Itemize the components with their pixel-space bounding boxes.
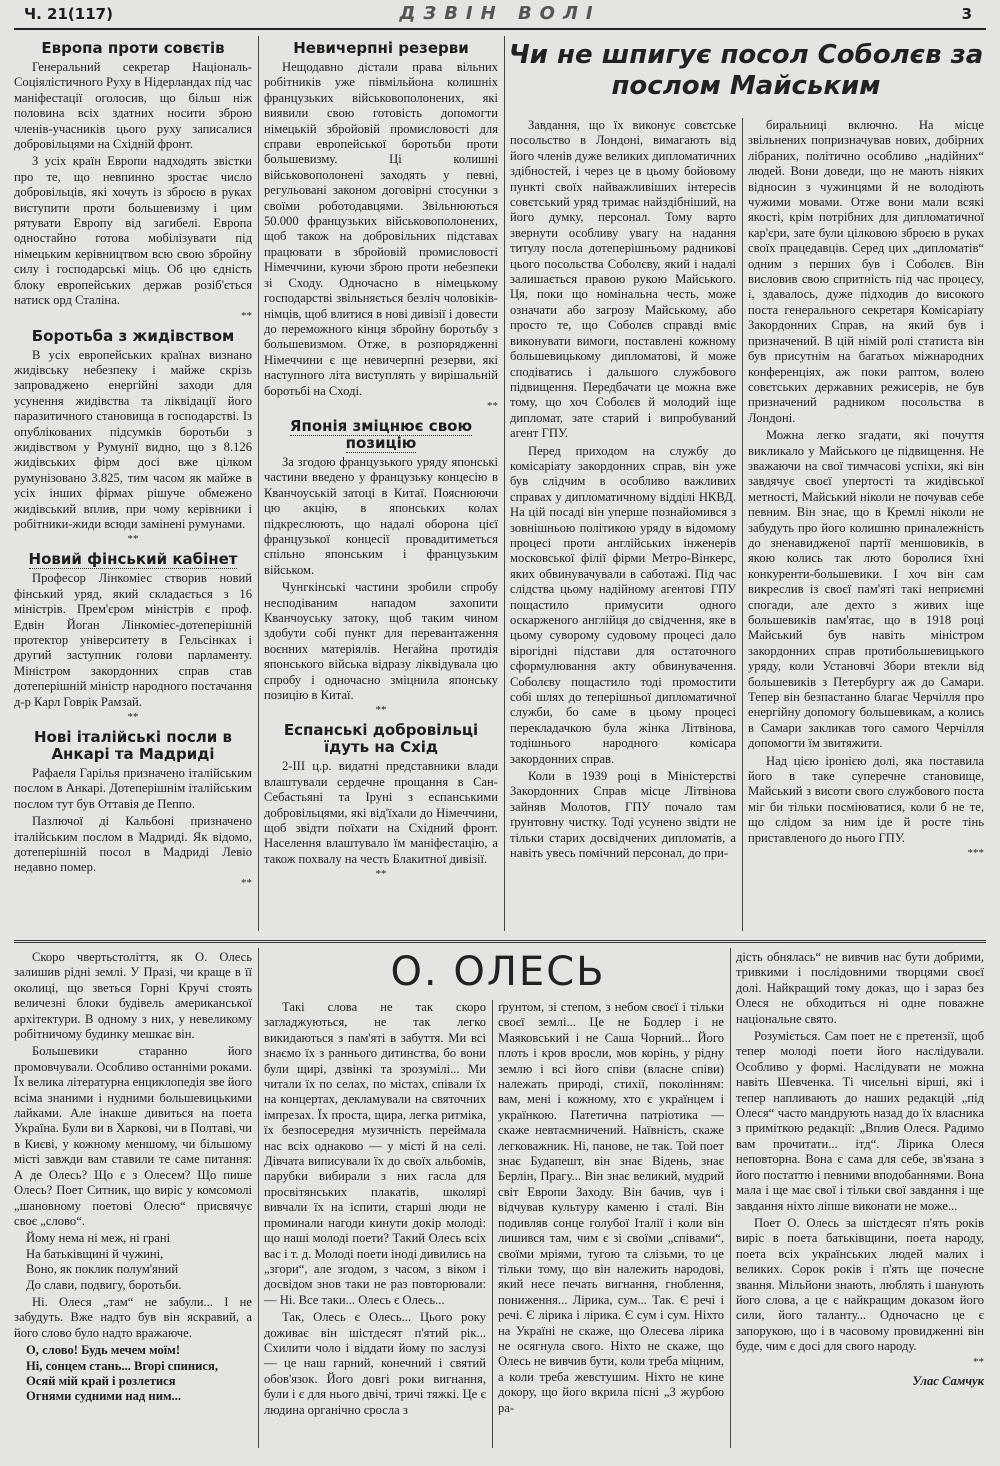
article-end-mark: *** xyxy=(967,847,984,860)
issue-number: Ч. 21(117) xyxy=(24,5,113,23)
column-divider xyxy=(492,1000,493,1448)
page-number: 3 xyxy=(961,5,972,23)
newspaper-title: ДЗВІН ВОЛІ xyxy=(399,3,601,24)
column-1 xyxy=(14,36,252,936)
article-end-mark: ** xyxy=(241,876,252,889)
oles-column-4 xyxy=(736,950,984,1446)
column-divider xyxy=(258,948,259,1448)
column-divider xyxy=(258,36,259,931)
article-paragraph: Над цією іронією долі, яка поставила його в таке суперечне становище, Майський з висоти свого службового поста міг би тільки посміюватися, коли б не те, що слідом за ним іде й росте тінь приставленого до нього ГПУ. xyxy=(748,753,984,845)
article-paragraph: Чунгкінські частини зробили спробу несподіваним нападом захопити Кванчоуську затоку, щоб таким чином здобути собі пункт для перевантаження воєнних матеріялів. Негайна протидія японського війська відразу ліквідувала цю спробу і одночасно зміцнила японську позицію в Китаї. xyxy=(264,580,498,703)
article-paragraph: З усіх країн Европи надходять звістки про те, що невпинно зростає число добровільців, які хочуть із зброєю в руках виступити проти большевизму і цим рятувати Европу від загибелі. Европа одностайно готова мобілізувати під німецьким керівництвом всю свою збройну силу і господарські міць. Об цю єдність блоку европейських держав розіб'ється натиск орд Сталіна. xyxy=(14,154,252,308)
article-paragraph: Перед приходом на службу до комісаріату закордонних справ, він уже був слідчим в особливо важливих справах у дипломатичному відділі НКВД. На цій посаді він уперше познайомився з зовнішньою політикою уряду в відомому процесі проти англійських інженерів московської філії фірми Метро-Вінкерс, яких обвинувачували в саботажі. Під час слідства цьому надійному агентові ГПУ пощастило примусити одного оскарженого англійця до свідчення, яке в цьому суворому судовому процесі дало вірогідні підстави для остаточного сформулювання акту обвинувачення. Соболєву пощастило тоді промостити собі шлях до теперішньої дипломатичної служби, бо саме в цьому процесі перекладачкою була жінка Літвінова, тодішнього народного комісара закордонних справ. xyxy=(510,443,736,766)
author-signature: Улас Самчук xyxy=(912,1373,984,1388)
headline-struggle: Боротьба з жидівством xyxy=(31,326,235,345)
poem-quote: О, слово! Будь мечем моїм! Ні, сонцем стань... Вгорі спинися, Осяй мій край і розлетися Огнями судними над ним... xyxy=(26,1343,218,1404)
article-paragraph: Поет О. Олесь за шістдесят п'ять років виріс в поета батьківщини, поета народу, поета всіх українських людей малих і великих. Сорок років і п'ять ще почесне звання. Мільйони знають, люблять і шанують його слова, а це є найкращим доказом його сили, його таланту... Одночасно це є запорукою, що і в часовому провидженні він буде, чим є досі для свого народу. xyxy=(736,1215,984,1354)
article-paragraph: Рафаеля Гарілья призначено італійським послом в Анкарі. Дотеперішнім італійським послом тут був Оттавія де Пеппо. xyxy=(14,766,252,811)
article-end-mark: ** xyxy=(127,533,139,546)
column-4 xyxy=(748,118,984,936)
article-end-mark: ** xyxy=(127,711,139,724)
article-paragraph: Так, Олесь є Олесь... Цього року доживає він шістдесят п'ятий рік... Схилити чоло і віддати йому по заслузі — це наш гарний, конечний і святий обов'язок. Його довгі роки вигнання, були і є для нього двічі, тричі тяжкі. Це є людина органічно сросла з xyxy=(264,1310,486,1417)
oles-column-1 xyxy=(14,950,252,1446)
oles-column-3 xyxy=(498,1000,724,1446)
poem-quote: Йому нема ні меж, ні грані На батьківщині й чужині, Воно, як поклик полум'яний До слави, подвигу, боротьби. xyxy=(26,1231,182,1292)
article-paragraph: Большевики старанно його промовчували. Особливо останніми роками. Їх велика літературна енциклопедія зве його всіма знаними і нудними большевицькими лайками. Але інакше дивиться на поета Україна. Були ви в Харкові, чи в Полтаві, чи в Києві, у кожному меншому, чи більшому місті завжди вам ставили те саме питання: А де Олесь? Що є з Олесем? Що пише Олесь? Поет Ситник, що виріс у комсомолі „шановному поетові Олесю“ присвячує своє „слово“. xyxy=(14,1044,252,1228)
article-paragraph: Такі слова не так скоро загладжуються, не так легко викидаються з пам'яті в забуття. Ми всі знаємо їх з раннього дитинства, бо вони були щирі, дзвінкі та зрозумілі... Ми читали їх по селах, по містах, співали їх на концертах, декламували на святочних імпрезах. Їх проста, щира, легка ритміка, їх безпосередня музичність переймала нас всіх однаково — у місті й на селі. Дівчата виписували їх до своїх альбомів, парубки вибирали з них гасла для просвітянських плакатів, школярі вивчали їх на іспити, старші люди не проминали нагоди кинути докір молоді: що наші молоді поети? Такий Олесь всіх вас і т. д. Молоді поети іноді дивились на „згори“, але згодом, з часом, з віком і досвідом знов таки не раз повторювали: — Ні. Все таки... Олесь є Олесь... xyxy=(264,1000,486,1307)
column-2 xyxy=(264,36,498,936)
column-3 xyxy=(510,118,736,936)
article-paragraph: Завдання, що їх виконує совєтське посольство в Лондоні, вимагають від його членів дуже великих дипломатичних здібностей, і через це в цьому бойовому пункті своїх найважливіших інтересів совєтський уряд тримає найздібніший, на його думку, персонал. Тому варто звернути особливу увагу на надання титулу посла дотеперішньому радникові цього посольства Соболєву, який і надалі залишається правою рукою Майського. Ця, поки що номінальна честь, може означати або загрозу Майському, або просто те, що Соболєв справді вміє виконувати вимоги, поставлені кожному большевицькому дипломатові, й може сподіватись і дальшого службового підвищення. Передбачати це можна вже тому, що хоч Соболєв й молодий іще дипломат, зате старий і випробуваний агент ГПУ. xyxy=(510,118,736,441)
article-paragraph: биральниці включно. На місце звільнених попризначував нових, добірних лібраних, політично особливо „надійних“ людей. Вони доведи, що не мають ніяких відносин з чужинцями й не володіють чужими мовами. Отже вони мали всякі якості, крім потрібних для дипломатичної кар'єри, зате були цілковою зброєю в руках своїх працедавців. Серед цих „дипломатів“ одним з перших був і Соболєв. Він висловив свою спритність під час процесу, і, здавалось, дуже підходив до високого поста генерального секретаря Комісаріату Закордонних Справ, на який був і призначений. В цій німій ролі статиста він був присутнім на багатьох міжнародних конференціях, аж поки раптом, волею совєтських державних режисерів, не був призначений радником посольства в Лондоні. xyxy=(748,118,984,425)
section-divider xyxy=(14,940,986,943)
article-end-mark: ** xyxy=(487,399,498,412)
headline-japan: Японія зміцнює свою позицію xyxy=(289,416,473,452)
headline-oles: О. ОЛЕСЬ xyxy=(390,949,606,995)
headline-europe-vs-soviets: Европа проти совєтів xyxy=(41,39,225,57)
column-divider xyxy=(504,36,505,931)
article-paragraph: За згодою французького уряду японські частини введено у французьку концесію в Кванчоуській затоці в Китаї. Пояснюючи цю акцію, в японських колах підкреслюють, що надалі оборона цієї французької концесії провадитиметься спільно японським і французьким військом. xyxy=(264,454,498,577)
masthead xyxy=(14,2,986,30)
headline-spanish-volunteers: Еспанські добровільці їдуть на Схід xyxy=(283,721,479,757)
article-paragraph: ґрунтом, зі степом, з небом своєї і тільки своєї землі... Це не Бодлер і не Маяковський і не Саша Чорний... Його плоть і кров вросли, мов корінь, у рідну землю і всі його співи (власне співи) належать природі, стихії, поколінням: вам, мені і кожному, хто є українцем і українкою. Патетична патріотика — скаже невтаємничений. Наївність, скаже легковажник. Ні, панове, не так. Той поет знає Будапешт, він знає Відень, знає Берлін, Прагу... Він знає великий, мудрий світ Европи Заходу. Він бачив, чув і відчував культуру каменю і сталі. Він подивляв сонце голубої Італії і коли він лишився там, чим є зі своїми „співами“, своїми мріями, тугою та слізьми, то це тільки тому, що він належить народові, який несе печать вигнання, гноблення, пониження... Лірика, сум... Так. Є речі і речі. Є лірика і лірика. Є сум і сум. Ніхто на Україні не скаже, що Олесева лірика не осягнула свого. Ніхто не скаже, що Олесь не вивчив бути, коли треба міцним, а коли треба жевстушим. Ніхто не кине докору, що його вкрила пісні „З журбою ра- xyxy=(498,1000,724,1415)
article-paragraph: Професор Лінкоміес створив новий фінський уряд, який складається з 16 міністрів. Прем'єром міністрів є проф. Едвін Йоган Лінкоміес-дотеперішній протектор університету в Гельсінках і другий заступник голови парламенту. Міністром закордонних справ став дотеперішній міністр народного постачання д-р Карл Говрік Рамзай. xyxy=(14,571,252,709)
article-end-mark: ** xyxy=(375,704,387,717)
oles-column-2 xyxy=(264,1000,486,1446)
article-end-mark: ** xyxy=(973,1355,984,1368)
article-paragraph: Ні. Олеся „там“ не забули... І не забудуть. Вже надто був він яскравий, а його слово було надто вражаюче. xyxy=(14,1294,252,1340)
article-paragraph: дість обнялась“ не вивчив нас бути добрими, тривкими і послідовними творцями своєї долі. Найкращий тому доказ, що і зараз без Олеся не обходиться ні одне поважне національне свято. xyxy=(736,950,984,1026)
article-paragraph: 2-III ц.р. видатні представники влади влаштували сердечне прощання в Сан-Себастьяні та Іруні з еспанськими добровільцями, які від'їхали до Німеччини, щоб звідти поїхати на Східний фронт. Населення влаштувало їм маніфестацію, а також похвалу на честь Блакитної дивізії. xyxy=(264,759,498,866)
article-end-mark: ** xyxy=(375,868,387,881)
headline-finnish-cabinet: Новий фінський кабінет xyxy=(28,550,238,569)
column-divider xyxy=(730,948,731,1448)
headline-italian-envoys: Нові італійські посли в Анкарі та Мадриді xyxy=(33,728,232,764)
column-divider xyxy=(742,118,743,931)
article-paragraph: Генеральний секретар Національ-Соціялістичного Руху в Нідерландах під час маніфестації оголосив, що більш ніж половина всіх здатних носити зброю членів-учасників цього руху записалися добровільцями на Східній фронт. xyxy=(14,60,252,152)
article-paragraph: Скоро чвертьстоліття, як О. Олесь залишив рідні землі. У Празі, чи краще в її околиці, що зветься Горні Кручі стоять величезні блоки будівель американської архітектури. В одному з них, у невеликому робітничому будинку мешкає він. xyxy=(14,950,252,1042)
article-paragraph: Нещодавно дістали права вільних робітників уже півмільйона колишніх французьких військовополонених, які виявили свою готовість допомогти німецькій збройовій промисловості для справи европейської боротьби проти большевизму. Ці колишні військовополонені заходять у певні, регульовані законом договірні стосунки з своїми роботодавцями. Звільнюються 50.000 французьких військовополонених, щоб також на добровільних підставах працювати в збройовій промисловості Німеччини, куючи зброю проти небезпеки зі Сходу. Одночасно в німецькому господарстві звільняється безліч чоловіків-німців, щоб влитися в нові дивізії і довести до переможного кінця збройну боротьбу з большевизмом. Отже, в розпорядженні Німеччини є ще невичерпні резерви, які наступного літа виступлять у вирішальній боротьбі на Сході. xyxy=(264,60,498,398)
article-end-mark: ** xyxy=(241,309,252,322)
article-paragraph: В усіх европейських країнах визнано жидівську небезпеку і майже скрізь запроваджено енергійні заходи для усунення жидівства та ліквідації його паразитичного становища в господарстві. Із опублікованих підсумків боротьби з жидівством у Румунії видно, що з 8.126 жидівських фірм досі вже цілком румунізовано 3.825, тим часом як майже в усіх інших фірмах рішуче обмежено жидівський вплив, при чому керівники і робітники-жиди всюди замінені румунами. xyxy=(14,347,252,531)
headline-reserves: Невичерпні резерви xyxy=(293,39,469,57)
article-paragraph: Розуміється. Сам поет не є претензії, щоб тепер молоді поети його наслідували. Особливо у формі. Наслідувати не можна навіть Шевченка. Ті чисельні вірші, які і тепер напливають до наших редакцій „під Олеся“ часто мандрують назад до їх власника з приміткою редакції: „Вплив Олеся. Радимо вам прочитати... ітд“. Лірика Олеся неповторна. Вона є сама для себе, зв'язана з його постаттю і певними вподобаннями. Вона мала і ще має свої і тільки свої завдання і ще завдання ніхто ліпше виконати не може... xyxy=(736,1029,984,1213)
headline-sobolev: Чи не шпигує посол Соболєв за послом Майським xyxy=(508,40,984,101)
article-paragraph: Коли в 1939 році в Міністерстві Закордонних Справ місце Літвінова зайняв Молотов, ГПУ почало там ґрунтовну чистку. Тоді усунено звідти не тільки старих досвідчених дипломатів, а навіть увесь помічний персонал, до при- xyxy=(510,769,736,861)
article-paragraph: Пазлючої ді Кальбоні призначено італійським послом в Мадриді. Як відомо, дотеперішній посол в Мадриді Левіо недавно помер. xyxy=(14,814,252,875)
article-paragraph: Можна легко згадати, які почуття викликало у Майського це підвищення. Не зважаючи на свої тимчасові успіхи, які він завдячує своєї упертості та жидівської метності, Майський ніколи не почував себе певним. Він знає, що в Кремлі ніколи не забудуть про його колишню приналежність до зненавидженої партії меншовиків, в якою колись так люто боролися їхні конкуренти-большевики. І хоч він сам викреслив із своєї пам'яті такі неприємні спогади, але дехто з живих іще большевиків пам'ятає, що в 1918 році Майський був навіть міністром закордонних справ протибольшевицького уряду, коли Установчі Збори втекли від большевиків з Петербургу аж до Самари. Тепер він безпастанно благає Черчілля про енергійну допомогу большевикам, а колись в Самари закликав того самого Черчілля допомогти їм звитяжити. xyxy=(748,428,984,751)
